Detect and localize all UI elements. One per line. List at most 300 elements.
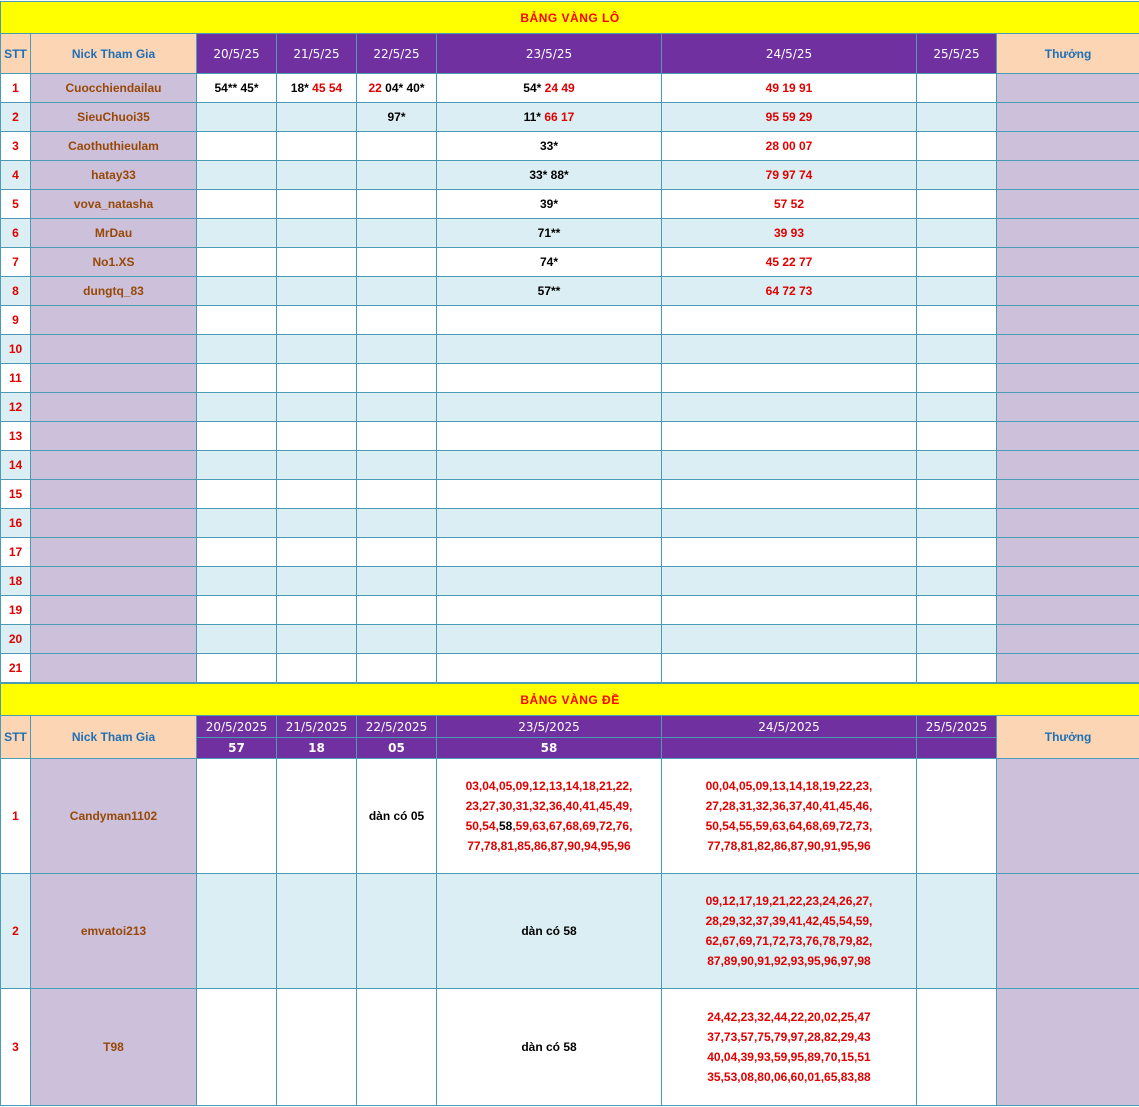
lo-table — [0, 1, 1139, 683]
pick-cell[interactable] — [662, 335, 917, 364]
pick-cell[interactable] — [277, 509, 357, 538]
pick-text: 77,78,81,82,86,87,90,91,95,96 — [707, 839, 871, 853]
pick-text: 37,73,57,75,79,97,28,82,29,43 — [707, 1030, 871, 1044]
de-header-thuong: Thưởng — [997, 716, 1139, 759]
pick-cell[interactable] — [437, 103, 662, 132]
nick-cell[interactable] — [31, 393, 197, 422]
pick-text: 74* — [539, 255, 559, 269]
pick-cell[interactable] — [357, 509, 437, 538]
thuong-cell[interactable] — [997, 538, 1139, 567]
lo-header-date: 25/5/25 — [917, 34, 997, 74]
table-row — [1, 538, 1139, 567]
pick-cell[interactable] — [437, 74, 662, 103]
pick-text: 57** — [537, 284, 561, 298]
row-number: 15 — [1, 480, 31, 509]
pick-cell[interactable] — [277, 759, 357, 874]
pick-cell[interactable] — [662, 161, 917, 190]
pick-cell[interactable] — [662, 364, 917, 393]
pick-text: 79 97 74 — [765, 168, 813, 182]
thuong-cell[interactable] — [997, 190, 1139, 219]
pick-cell[interactable] — [662, 567, 917, 596]
thuong-cell[interactable] — [997, 219, 1139, 248]
pick-cell[interactable] — [437, 480, 662, 509]
pick-cell[interactable] — [662, 596, 917, 625]
thuong-cell[interactable] — [997, 132, 1139, 161]
row-number: 19 — [1, 596, 31, 625]
pick-text: 97* — [387, 110, 406, 124]
pick-cell[interactable] — [917, 335, 997, 364]
pick-text: 49 19 91 — [765, 81, 813, 95]
pick-cell[interactable] — [357, 132, 437, 161]
nick-cell[interactable] — [31, 422, 197, 451]
thuong-cell[interactable] — [997, 874, 1139, 989]
de-result: 57 — [197, 738, 277, 759]
thuong-cell[interactable] — [997, 509, 1139, 538]
pick-cell[interactable] — [357, 364, 437, 393]
row-number: 13 — [1, 422, 31, 451]
pick-cell[interactable] — [662, 759, 917, 874]
pick-cell[interactable] — [357, 248, 437, 277]
pick-cell[interactable] — [662, 654, 917, 683]
table-row — [1, 451, 1139, 480]
pick-text: 77,78,81,85,86,87,90,94,95,96 — [467, 839, 631, 853]
row-number: 20 — [1, 625, 31, 654]
pick-cell[interactable] — [917, 161, 997, 190]
nick-cell[interactable]: emvatoi213 — [31, 874, 197, 989]
row-number: 2 — [1, 874, 31, 989]
pick-cell[interactable] — [917, 451, 997, 480]
table-row — [1, 393, 1139, 422]
pick-text: 45 54 — [312, 81, 343, 95]
pick-text: 24 49 — [544, 81, 575, 95]
pick-cell[interactable] — [917, 74, 997, 103]
nick-cell[interactable] — [31, 480, 197, 509]
table-row — [1, 103, 1139, 132]
lo-header-date: 21/5/25 — [277, 34, 357, 74]
pick-cell[interactable] — [197, 654, 277, 683]
pick-cell[interactable] — [662, 874, 917, 989]
de-header-date: 23/5/2025 — [437, 716, 662, 738]
row-number: 12 — [1, 393, 31, 422]
nick-cell[interactable]: MrDau — [31, 219, 197, 248]
nick-cell[interactable] — [31, 625, 197, 654]
pick-text: 71** — [537, 226, 561, 240]
de-header-date: 22/5/2025 — [357, 716, 437, 738]
pick-cell[interactable] — [357, 219, 437, 248]
pick-text: 33* 88* — [529, 168, 569, 182]
pick-cell[interactable] — [197, 277, 277, 306]
pick-cell[interactable] — [357, 103, 437, 132]
pick-cell[interactable] — [917, 538, 997, 567]
nick-cell[interactable] — [31, 654, 197, 683]
pick-cell[interactable] — [277, 625, 357, 654]
row-number: 4 — [1, 161, 31, 190]
lo-header-stt: STT — [1, 34, 31, 74]
pick-cell[interactable] — [277, 567, 357, 596]
pick-cell[interactable] — [917, 422, 997, 451]
table-row — [1, 596, 1139, 625]
thuong-cell[interactable] — [997, 625, 1139, 654]
pick-cell[interactable] — [357, 596, 437, 625]
pick-cell[interactable] — [277, 874, 357, 989]
table-row — [1, 989, 1139, 1106]
pick-cell[interactable] — [277, 989, 357, 1106]
pick-cell[interactable] — [662, 989, 917, 1106]
de-table — [0, 683, 1139, 1106]
pick-cell[interactable] — [662, 509, 917, 538]
pick-text: dàn có 58 — [521, 1040, 577, 1054]
thuong-cell[interactable] — [997, 335, 1139, 364]
pick-cell[interactable] — [662, 625, 917, 654]
pick-cell[interactable] — [277, 103, 357, 132]
pick-cell[interactable] — [357, 277, 437, 306]
table-row — [1, 277, 1139, 306]
row-number: 11 — [1, 364, 31, 393]
nick-cell[interactable]: dungtq_83 — [31, 277, 197, 306]
pick-cell[interactable] — [437, 335, 662, 364]
pick-cell[interactable] — [277, 190, 357, 219]
pick-cell[interactable] — [437, 874, 662, 989]
pick-text: 66 17 — [544, 110, 575, 124]
pick-cell[interactable] — [437, 132, 662, 161]
pick-cell[interactable] — [357, 654, 437, 683]
pick-cell[interactable] — [197, 219, 277, 248]
pick-cell[interactable] — [357, 759, 437, 874]
pick-text: 23,27,30,31,32,36,40,41,45,49, — [465, 799, 633, 813]
pick-cell[interactable] — [662, 306, 917, 335]
pick-cell[interactable] — [357, 422, 437, 451]
pick-cell[interactable] — [437, 364, 662, 393]
pick-cell[interactable] — [662, 393, 917, 422]
thuong-cell[interactable] — [997, 759, 1139, 874]
de-header-date: 24/5/2025 — [662, 716, 917, 738]
pick-cell[interactable] — [197, 248, 277, 277]
pick-cell[interactable] — [917, 567, 997, 596]
thuong-cell[interactable] — [997, 654, 1139, 683]
pick-cell[interactable] — [357, 451, 437, 480]
nick-cell[interactable]: hatay33 — [31, 161, 197, 190]
nick-cell[interactable]: T98 — [31, 989, 197, 1106]
pick-text: 35,53,08,80,06,60,01,65,83,88 — [707, 1070, 871, 1084]
table-row — [1, 219, 1139, 248]
lo-header-date: 24/5/25 — [662, 34, 917, 74]
pick-cell[interactable] — [917, 277, 997, 306]
thuong-cell[interactable] — [997, 596, 1139, 625]
pick-cell[interactable] — [357, 538, 437, 567]
pick-text: 62,67,69,71,72,73,76,78,79,82, — [705, 934, 873, 948]
pick-cell[interactable] — [357, 161, 437, 190]
table-row — [1, 306, 1139, 335]
de-header-stt: STT — [1, 716, 31, 759]
pick-cell[interactable] — [277, 306, 357, 335]
pick-cell[interactable] — [437, 451, 662, 480]
table-row — [1, 654, 1139, 683]
pick-cell[interactable] — [277, 480, 357, 509]
nick-cell[interactable] — [31, 567, 197, 596]
thuong-cell[interactable] — [997, 451, 1139, 480]
pick-cell[interactable] — [662, 422, 917, 451]
pick-text: 09,12,17,19,21,22,23,24,26,27, — [705, 894, 873, 908]
thuong-cell[interactable] — [997, 422, 1139, 451]
pick-cell[interactable] — [917, 509, 997, 538]
pick-cell[interactable] — [662, 451, 917, 480]
row-number: 14 — [1, 451, 31, 480]
nick-cell[interactable]: Candyman1102 — [31, 759, 197, 874]
pick-text: 58 — [498, 819, 513, 833]
pick-cell[interactable] — [197, 364, 277, 393]
pick-cell[interactable] — [917, 989, 997, 1106]
de-header-date: 25/5/2025 — [917, 716, 997, 738]
pick-text: 28 00 07 — [765, 139, 813, 153]
pick-cell[interactable] — [917, 364, 997, 393]
pick-cell[interactable] — [437, 422, 662, 451]
row-number: 8 — [1, 277, 31, 306]
pick-cell[interactable] — [277, 277, 357, 306]
nick-cell[interactable] — [31, 306, 197, 335]
nick-cell[interactable] — [31, 364, 197, 393]
pick-text: 03,04,05,09,12,13,14,18,21,22, — [465, 779, 633, 793]
table-row — [1, 422, 1139, 451]
pick-cell[interactable] — [437, 393, 662, 422]
pick-cell[interactable] — [917, 393, 997, 422]
table-row — [1, 759, 1139, 874]
lo-body — [1, 74, 1139, 683]
pick-cell[interactable] — [437, 654, 662, 683]
de-header-date: 20/5/2025 — [197, 716, 277, 738]
pick-text: 28,29,32,37,39,41,42,45,54,59, — [705, 914, 873, 928]
row-number: 5 — [1, 190, 31, 219]
pick-text: 39* — [539, 197, 559, 211]
thuong-cell[interactable] — [997, 480, 1139, 509]
row-number: 16 — [1, 509, 31, 538]
pick-cell[interactable] — [437, 277, 662, 306]
pick-cell[interactable] — [357, 625, 437, 654]
pick-cell[interactable] — [357, 989, 437, 1106]
table-row — [1, 190, 1139, 219]
pick-text: 50,54, — [465, 819, 499, 833]
row-number: 1 — [1, 759, 31, 874]
lo-title: BẢNG VÀNG LÔ — [1, 2, 1139, 34]
pick-cell[interactable] — [917, 103, 997, 132]
pick-cell[interactable] — [437, 509, 662, 538]
nick-cell[interactable] — [31, 596, 197, 625]
pick-cell[interactable] — [197, 509, 277, 538]
pick-cell[interactable] — [277, 538, 357, 567]
pick-cell[interactable] — [357, 567, 437, 596]
pick-text: 04* 40* — [385, 81, 425, 95]
de-title: BẢNG VÀNG ĐỀ — [1, 684, 1139, 716]
nick-cell[interactable]: SieuChuoi35 — [31, 103, 197, 132]
row-number: 10 — [1, 335, 31, 364]
pick-cell[interactable] — [662, 103, 917, 132]
pick-cell[interactable] — [197, 625, 277, 654]
table-row — [1, 248, 1139, 277]
pick-text: 50,54,55,59,63,64,68,69,72,73, — [705, 819, 873, 833]
pick-cell[interactable] — [662, 74, 917, 103]
pick-cell[interactable] — [197, 759, 277, 874]
pick-text: 27,28,31,32,36,37,40,41,45,46, — [705, 799, 873, 813]
pick-cell[interactable] — [437, 248, 662, 277]
pick-cell[interactable] — [197, 132, 277, 161]
pick-cell[interactable] — [197, 161, 277, 190]
row-number: 7 — [1, 248, 31, 277]
thuong-cell[interactable] — [997, 306, 1139, 335]
pick-cell[interactable] — [197, 422, 277, 451]
table-row — [1, 480, 1139, 509]
pick-cell[interactable] — [277, 161, 357, 190]
pick-cell[interactable] — [357, 74, 437, 103]
nick-cell[interactable] — [31, 451, 197, 480]
pick-cell[interactable] — [437, 596, 662, 625]
pick-cell[interactable] — [277, 596, 357, 625]
pick-cell[interactable] — [277, 422, 357, 451]
table-row — [1, 161, 1139, 190]
thuong-cell[interactable] — [997, 74, 1139, 103]
pick-cell[interactable] — [357, 335, 437, 364]
pick-cell[interactable] — [357, 306, 437, 335]
pick-text: 22 — [368, 81, 386, 95]
pick-cell[interactable] — [662, 480, 917, 509]
pick-cell[interactable] — [357, 190, 437, 219]
pick-cell[interactable] — [917, 759, 997, 874]
row-number: 21 — [1, 654, 31, 683]
pick-text: 39 93 — [773, 226, 805, 240]
thuong-cell[interactable] — [997, 393, 1139, 422]
thuong-cell[interactable] — [997, 248, 1139, 277]
de-header-date: 21/5/2025 — [277, 716, 357, 738]
nick-cell[interactable] — [31, 509, 197, 538]
pick-cell[interactable] — [197, 538, 277, 567]
pick-cell[interactable] — [917, 625, 997, 654]
pick-text: 45 22 77 — [765, 255, 813, 269]
lo-header-date: 22/5/25 — [357, 34, 437, 74]
nick-cell[interactable] — [31, 335, 197, 364]
pick-cell[interactable] — [917, 306, 997, 335]
de-body — [1, 759, 1139, 1106]
nick-cell[interactable]: vova_natasha — [31, 190, 197, 219]
table-row — [1, 567, 1139, 596]
pick-cell[interactable] — [357, 874, 437, 989]
row-number: 9 — [1, 306, 31, 335]
table-row — [1, 132, 1139, 161]
de-header-nick: Nick Tham Gia — [31, 716, 197, 759]
pick-cell[interactable] — [277, 219, 357, 248]
nick-cell[interactable]: Caothuthieulam — [31, 132, 197, 161]
pick-text: dàn có 05 — [368, 809, 425, 823]
pick-cell[interactable] — [197, 103, 277, 132]
pick-cell[interactable] — [197, 335, 277, 364]
pick-cell[interactable] — [437, 306, 662, 335]
pick-text: 24,42,23,32,44,22,20,02,25,47 — [707, 1010, 871, 1024]
thuong-cell[interactable] — [997, 277, 1139, 306]
pick-cell[interactable] — [662, 538, 917, 567]
thuong-cell[interactable] — [997, 103, 1139, 132]
nick-cell[interactable]: No1.XS — [31, 248, 197, 277]
pick-cell[interactable] — [277, 248, 357, 277]
pick-text: 87,89,90,91,92,93,95,96,97,98 — [707, 954, 871, 968]
pick-cell[interactable] — [917, 190, 997, 219]
table-row — [1, 364, 1139, 393]
pick-cell[interactable] — [662, 190, 917, 219]
pick-cell[interactable] — [917, 874, 997, 989]
pick-text: 00,04,05,09,13,14,18,19,22,23, — [705, 779, 873, 793]
pick-text: 54* — [523, 81, 545, 95]
pick-cell[interactable] — [197, 306, 277, 335]
nick-cell[interactable]: Cuocchiendailau — [31, 74, 197, 103]
pick-text: 18* — [290, 81, 313, 95]
pick-cell[interactable] — [277, 393, 357, 422]
pick-cell[interactable] — [197, 393, 277, 422]
pick-cell[interactable] — [917, 654, 997, 683]
de-result: 05 — [357, 738, 437, 759]
pick-cell[interactable] — [197, 480, 277, 509]
pick-text: 54** 45* — [214, 81, 259, 95]
pick-cell[interactable] — [277, 451, 357, 480]
row-number: 2 — [1, 103, 31, 132]
thuong-cell[interactable] — [997, 567, 1139, 596]
pick-cell[interactable] — [437, 625, 662, 654]
table-row — [1, 625, 1139, 654]
pick-cell[interactable] — [197, 190, 277, 219]
pick-text: 11* — [523, 110, 545, 124]
pick-cell[interactable] — [197, 74, 277, 103]
pick-cell[interactable] — [917, 248, 997, 277]
de-result: 18 — [277, 738, 357, 759]
thuong-cell[interactable] — [997, 161, 1139, 190]
pick-cell[interactable] — [197, 989, 277, 1106]
pick-cell[interactable] — [662, 277, 917, 306]
pick-cell[interactable] — [917, 480, 997, 509]
pick-cell[interactable] — [197, 874, 277, 989]
row-number: 1 — [1, 74, 31, 103]
pick-cell[interactable] — [437, 759, 662, 874]
pick-cell[interactable] — [662, 132, 917, 161]
lo-header-nick: Nick Tham Gia — [31, 34, 197, 74]
pick-cell[interactable] — [437, 219, 662, 248]
pick-cell[interactable] — [357, 393, 437, 422]
pick-cell[interactable] — [437, 538, 662, 567]
lo-header-thuong: Thưởng — [997, 34, 1139, 74]
thuong-cell[interactable] — [997, 364, 1139, 393]
pick-cell[interactable] — [277, 364, 357, 393]
pick-cell[interactable] — [437, 190, 662, 219]
pick-cell[interactable] — [917, 132, 997, 161]
pick-cell[interactable] — [437, 989, 662, 1106]
pick-cell[interactable] — [197, 596, 277, 625]
thuong-cell[interactable] — [997, 989, 1139, 1106]
pick-cell[interactable] — [437, 161, 662, 190]
table-row — [1, 509, 1139, 538]
pick-cell[interactable] — [197, 451, 277, 480]
pick-cell[interactable] — [277, 654, 357, 683]
pick-cell[interactable] — [357, 480, 437, 509]
pick-cell[interactable] — [917, 596, 997, 625]
pick-text: dàn có 58 — [521, 924, 577, 938]
lo-header-date: 20/5/25 — [197, 34, 277, 74]
pick-cell[interactable] — [277, 132, 357, 161]
pick-text: 57 52 — [773, 197, 805, 211]
pick-cell[interactable] — [662, 219, 917, 248]
de-result — [917, 738, 997, 759]
nick-cell[interactable] — [31, 538, 197, 567]
pick-cell[interactable] — [277, 74, 357, 103]
pick-cell[interactable] — [662, 248, 917, 277]
pick-cell[interactable] — [917, 219, 997, 248]
pick-text: 64 72 73 — [765, 284, 813, 298]
pick-cell[interactable] — [437, 567, 662, 596]
pick-cell[interactable] — [277, 335, 357, 364]
pick-cell[interactable] — [197, 567, 277, 596]
